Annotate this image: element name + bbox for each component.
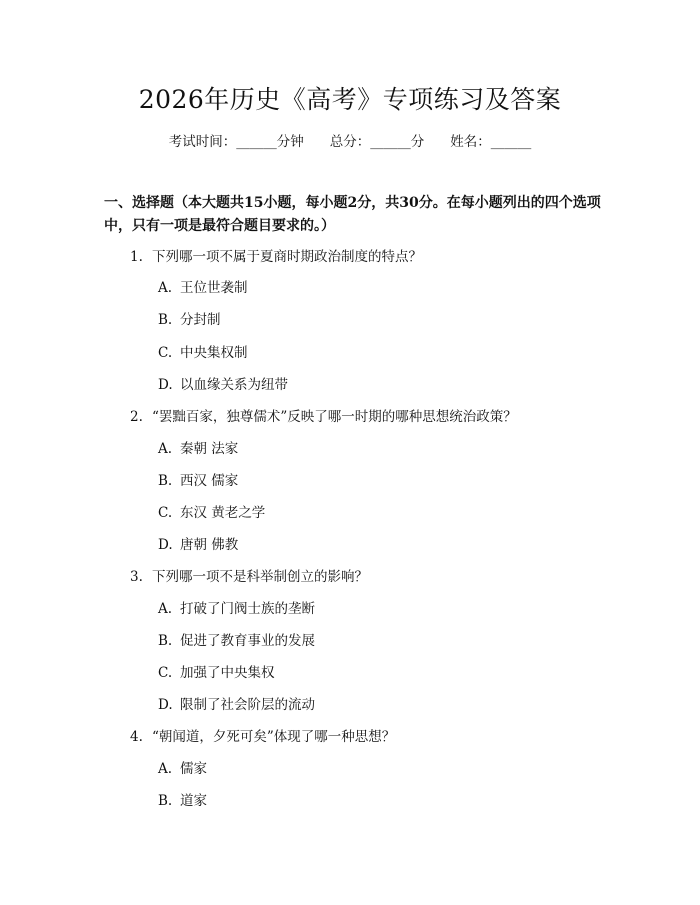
option-text: 中央集权制 (180, 345, 248, 361)
question-2-option-b (158, 469, 238, 489)
option-text: 儒家 (180, 761, 207, 777)
question-4 (130, 725, 395, 745)
question-3-option-a (158, 597, 315, 617)
option-text: 以血缘关系为纽带 (180, 377, 288, 393)
question-number: 3. (130, 569, 143, 585)
option-label: A. (158, 761, 173, 777)
question-4-option-a (158, 757, 207, 777)
option-text: 秦朝 法家 (180, 441, 239, 457)
section-heading: 一、选择题（本大题共15小题，每小题2分，共30分。在每小题列出的四个选项中，只有一项是最符合题目要求的。） (104, 195, 601, 234)
option-text: 东汉 黄老之学 (180, 505, 266, 521)
option-label: A. (158, 280, 173, 296)
question-number: 2. (130, 409, 143, 425)
option-label: C. (158, 345, 173, 361)
option-label: D. (158, 697, 173, 713)
question-text: 下列哪一项不属于夏商时期政治制度的特点？ (152, 249, 422, 265)
total-score-field: 总分：______分 (329, 134, 425, 150)
option-text: 打破了门阀士族的垄断 (180, 601, 315, 617)
question-3-option-b (158, 629, 315, 649)
question-number: 4. (130, 729, 143, 745)
option-label: B. (158, 473, 173, 489)
option-label: B. (158, 312, 173, 328)
option-label: C. (158, 505, 173, 521)
question-text: “罢黜百家，独尊儒术”反映了哪一时期的哪种思想统治政策？ (152, 409, 517, 425)
question-2-option-c (158, 501, 265, 521)
option-text: 王位世袭制 (180, 280, 248, 296)
option-text: 促进了教育事业的发展 (180, 633, 315, 649)
option-label: B. (158, 633, 173, 649)
question-1-option-a (158, 276, 248, 296)
question-3-option-d (158, 693, 315, 713)
question-2 (130, 405, 517, 425)
option-text: 加强了中央集权 (180, 665, 275, 681)
option-label: D. (158, 377, 173, 393)
question-2-option-a (158, 437, 238, 457)
student-name-field: 姓名：______ (450, 134, 532, 150)
question-number: 1. (130, 249, 143, 265)
question-3 (130, 565, 368, 585)
option-label: C. (158, 665, 173, 681)
question-4-option-b (158, 789, 207, 809)
question-text: 下列哪一项不是科举制创立的影响？ (152, 569, 368, 585)
question-1 (130, 245, 422, 265)
option-text: 道家 (180, 793, 207, 809)
question-3-option-c (158, 661, 275, 681)
question-text: “朝闻道，夕死可矣”体现了哪一种思想？ (152, 729, 396, 745)
exam-time-field: 考试时间：______分钟 (168, 134, 304, 150)
option-text: 分封制 (180, 312, 221, 328)
option-label: B. (158, 793, 173, 809)
question-1-option-d (158, 373, 288, 393)
option-text: 唐朝 佛教 (180, 537, 239, 553)
page-title: 2026年历史《高考》专项练习及答案 (138, 85, 562, 114)
option-text: 西汉 儒家 (180, 473, 239, 489)
option-label: A. (158, 601, 173, 617)
option-text: 限制了社会阶层的流动 (180, 697, 315, 713)
question-1-option-c (158, 341, 248, 361)
question-2-option-d (158, 533, 238, 553)
option-label: A. (158, 441, 173, 457)
exam-meta-line (0, 130, 700, 150)
option-label: D. (158, 537, 173, 553)
question-1-option-b (158, 308, 221, 328)
